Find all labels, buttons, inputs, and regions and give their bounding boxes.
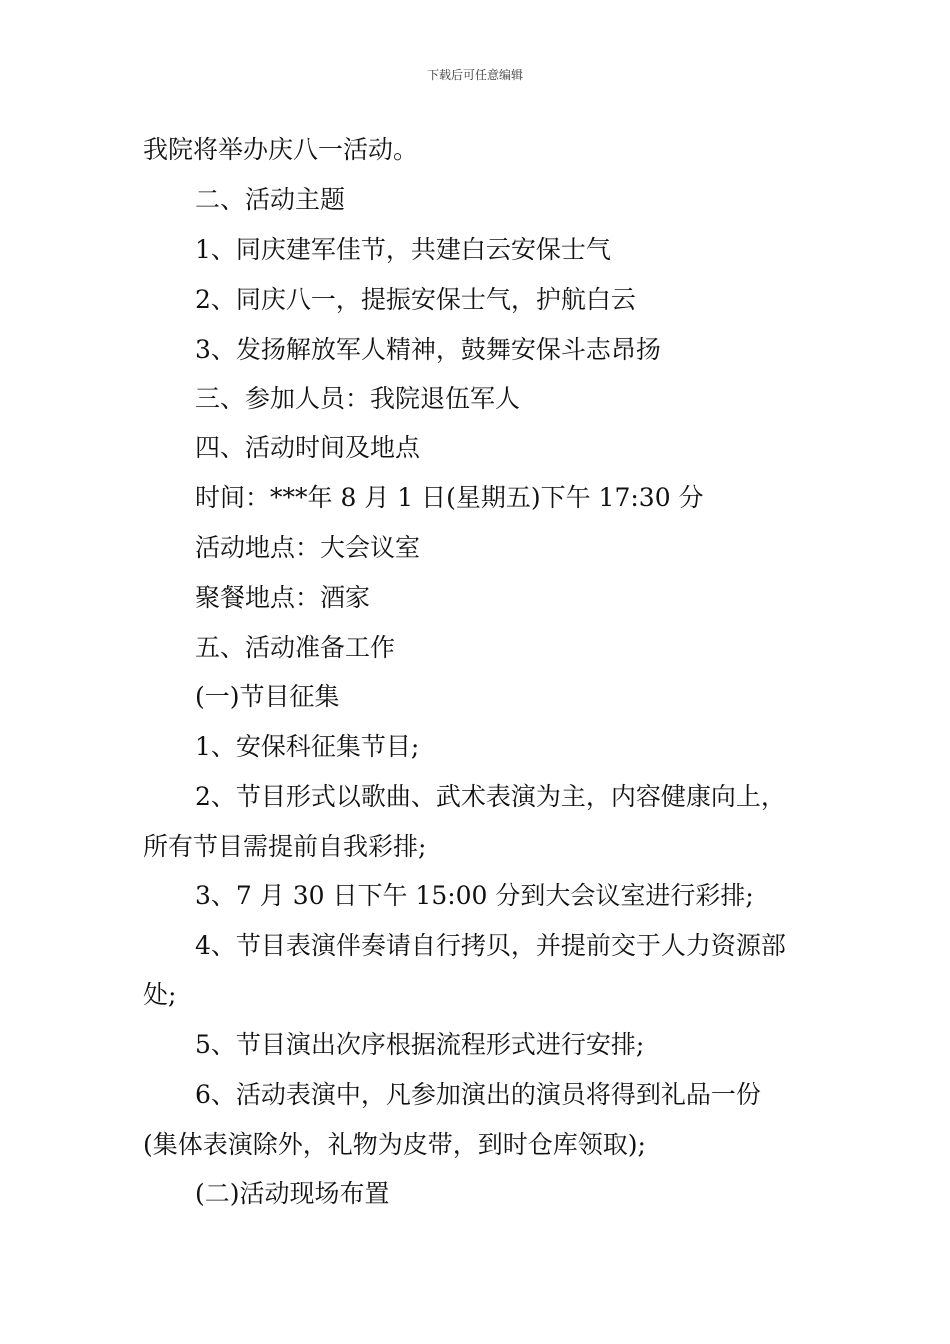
body-line: 活动地点：大会议室 <box>195 533 421 562</box>
body-line: 3、发扬解放军人精神，鼓舞安保斗志昂扬 <box>195 335 661 364</box>
body-line: 1、同庆建军佳节，共建白云安保士气 <box>195 235 611 264</box>
section-heading: 三、参加人员：我院退伍军人 <box>195 384 521 413</box>
body-line: 所有节目需提前自我彩排; <box>143 832 427 861</box>
body-line: 处; <box>143 980 177 1009</box>
body-line: 2、节目形式以歌曲、武术表演为主，内容健康向上， <box>195 782 786 811</box>
subsection-heading: (一)节目征集 <box>195 682 340 711</box>
body-line: 我院将举办庆八一活动。 <box>143 135 419 164</box>
body-line: 5、节目演出次序根据流程形式进行安排; <box>195 1030 645 1059</box>
subsection-heading: (二)活动现场布置 <box>195 1179 390 1208</box>
body-line: 聚餐地点：酒家 <box>195 583 371 612</box>
body-line: 2、同庆八一，提振安保士气，护航白云 <box>195 285 636 314</box>
body-line: 3、7 月 30 日下午 15:00 分到大会议室进行彩排; <box>195 881 754 910</box>
body-line: 6、活动表演中，凡参加演出的演员将得到礼品一份 <box>195 1080 761 1109</box>
section-heading: 二、活动主题 <box>195 185 346 214</box>
body-line: (集体表演除外，礼物为皮带，到时仓库领取); <box>143 1130 646 1159</box>
body-line: 1、安保科征集节目; <box>195 732 420 761</box>
body-line: 4、节目表演伴奏请自行拷贝，并提前交于人力资源部 <box>195 931 786 960</box>
body-line: 时间：***年 8 月 1 日(星期五)下午 17:30 分 <box>195 483 704 512</box>
section-heading: 五、活动准备工作 <box>195 633 396 662</box>
section-heading: 四、活动时间及地点 <box>195 433 421 462</box>
page-header: 下载后可任意编辑 <box>426 68 523 82</box>
